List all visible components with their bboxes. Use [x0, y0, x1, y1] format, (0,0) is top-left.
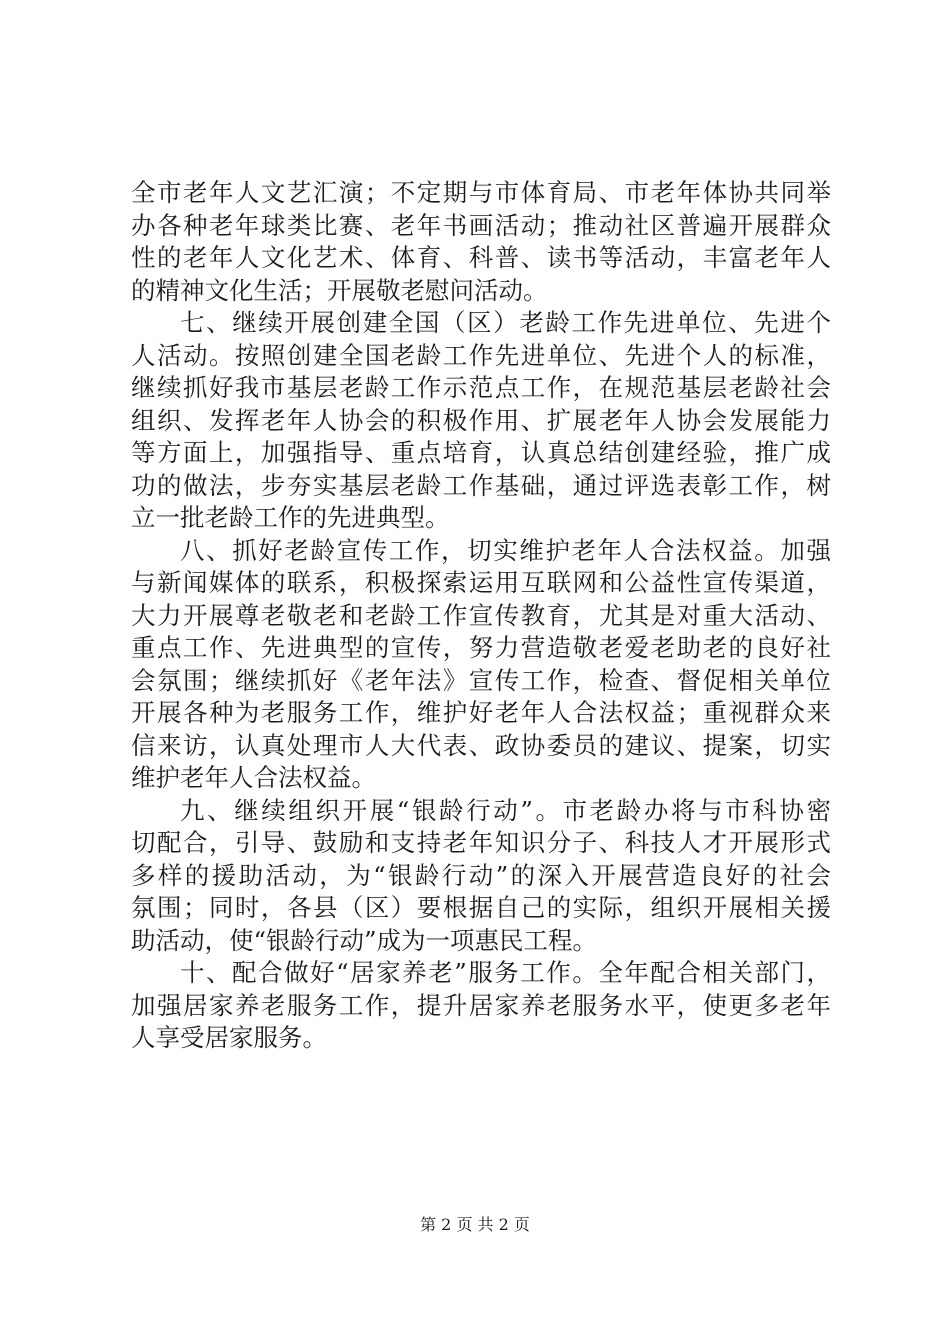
- text-line: 九、继续组织开展“银龄行动”。市老龄办将与市科协密: [180, 795, 831, 825]
- text-line: 性的老年人文化艺术、体育、科普、读书等活动，丰富老年人: [131, 243, 831, 272]
- text-line: 功的做法，步夯实基层老龄工作基础，通过评选表彰工作，树: [131, 470, 831, 500]
- text-line: 继续抓好我市基层老龄工作示范点工作，在规范基层老龄社会: [131, 373, 831, 402]
- text-line: 等方面上，加强指导、重点培育，认真总结创建经验，推广成: [131, 438, 831, 467]
- page-number-footer: 第 2 页 共 2 页: [420, 1215, 530, 1234]
- text-line: 开展各种为老服务工作，维护好老年人合法权益；重视群众来: [131, 698, 831, 727]
- text-line: 七、继续开展创建全国（区）老龄工作先进单位、先进个: [180, 308, 831, 337]
- text-line: 大力开展尊老敬老和老龄工作宣传教育，尤其是对重大活动、: [131, 600, 831, 630]
- document-body: [131, 177, 831, 1055]
- text-line: 立一批老龄工作的先进典型。: [131, 503, 450, 532]
- text-line: 与新闻媒体的联系，积极探索运用互联网和公益性宣传渠道，: [131, 568, 831, 597]
- text-line: 切配合，引导、鼓励和支持老年知识分子、科技人才开展形式: [131, 828, 831, 857]
- text-line: 重点工作、先进典型的宣传，努力营造敬老爱老助老的良好社: [131, 633, 831, 662]
- text-line: 办各种老年球类比赛、老年书画活动；推动社区普遍开展群众: [131, 210, 831, 240]
- text-line: 的精神文化生活；开展敬老慰问活动。: [131, 275, 548, 305]
- text-line: 人享受居家服务。: [131, 1023, 327, 1052]
- text-line: 维护老年人合法权益。: [131, 763, 376, 792]
- text-line: 多样的援助活动，为“银龄行动”的深入开展营造良好的社会: [131, 860, 831, 890]
- text-line: 氛围；同时，各县（区）要根据自己的实际，组织开展相关援: [131, 893, 831, 922]
- text-line: 信来访，认真处理市人大代表、政协委员的建议、提案，切实: [131, 730, 831, 760]
- text-line: 十、配合做好“居家养老”服务工作。全年配合相关部门，: [180, 958, 831, 987]
- text-line: 助活动，使“银龄行动”成为一项惠民工程。: [131, 925, 598, 955]
- text-line: 加强居家养老服务工作，提升居家养老服务水平，使更多老年: [131, 990, 831, 1020]
- text-line: 组织、发挥老年人协会的积极作用、扩展老年人协会发展能力: [131, 405, 831, 435]
- text-line: 会氛围；继续抓好《老年法》宣传工作，检查、督促相关单位: [131, 665, 831, 695]
- text-line: 人活动。按照创建全国老龄工作先进单位、先进个人的标准，: [131, 340, 831, 370]
- text-line: 全市老年人文艺汇演；不定期与市体育局、市老年体协共同举: [131, 178, 831, 207]
- text-line: 八、抓好老龄宣传工作，切实维护老年人合法权益。加强: [180, 535, 831, 565]
